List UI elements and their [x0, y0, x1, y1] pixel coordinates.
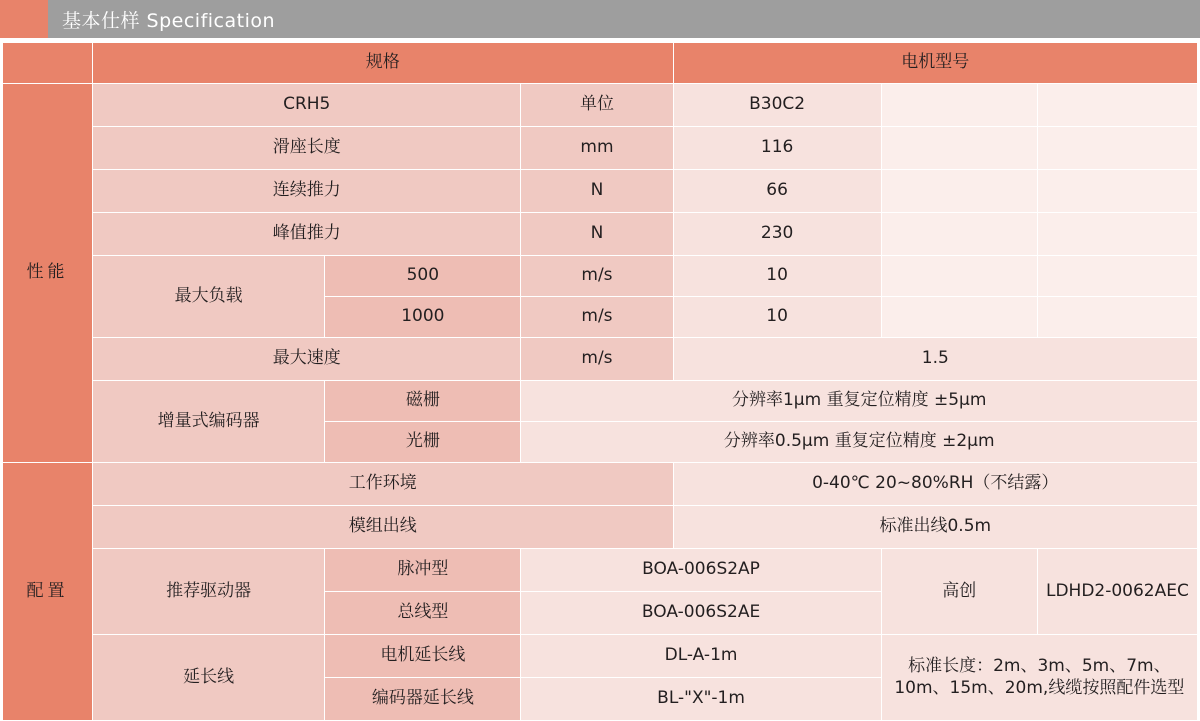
row-unit: N [521, 213, 673, 256]
row-value-1: 标准出线0.5m [673, 506, 1197, 549]
section-label-configuration [3, 463, 93, 721]
row-value-3 [1037, 256, 1197, 297]
row-unit: m/s [521, 338, 673, 381]
row-value-1: DL-A-1m [521, 635, 881, 678]
row-value-2 [881, 170, 1037, 213]
cable-length-note: 标准长度：2m、3m、5m、7m、10m、15m、20m,线缆按照配件选型 [881, 635, 1197, 721]
row-name: 模组出线 [93, 506, 673, 549]
row-name: 峰值推力 [93, 213, 521, 256]
row-value-1: BOA-006S2AE [521, 592, 881, 635]
section-label-performance [3, 84, 93, 463]
header-spec: 规格 [93, 43, 673, 84]
row-sub: 电机延长线 [325, 635, 521, 678]
header-corner-cell [3, 43, 93, 84]
row-value-1: 分辨率0.5μm 重复定位精度 ±2μm [521, 422, 1198, 463]
section-label-configuration-char: 配置 [26, 580, 69, 601]
table-row [3, 338, 1198, 381]
row-value-1: 10 [673, 256, 881, 297]
row-value-2 [881, 84, 1037, 127]
page-header [0, 0, 1200, 38]
table-header-row [3, 43, 1198, 84]
row-unit: m/s [521, 297, 673, 338]
specification-table [2, 42, 1198, 721]
row-sub: 1000 [325, 297, 521, 338]
row-value-1: 116 [673, 127, 881, 170]
page-title: 基本仕样 Specification [62, 9, 276, 32]
row-sub: 磁栅 [325, 381, 521, 422]
row-value-1: 66 [673, 170, 881, 213]
row-value-2 [881, 256, 1037, 297]
row-name: CRH5 [93, 84, 521, 127]
row-value-1: 0-40℃ 20~80%RH（不结露） [673, 463, 1197, 506]
row-value-3 [1037, 170, 1197, 213]
row-value-2 [881, 127, 1037, 170]
header-motor-model: 电机型号 [673, 43, 1197, 84]
row-name: 最大速度 [93, 338, 521, 381]
row-value-2 [881, 213, 1037, 256]
row-value-1: 1.5 [673, 338, 1197, 381]
row-name: 连续推力 [93, 170, 521, 213]
row-value-3 [1037, 213, 1197, 256]
table-row [3, 213, 1198, 256]
row-value-3 [1037, 297, 1197, 338]
table-row [3, 256, 1198, 297]
row-sub: 脉冲型 [325, 549, 521, 592]
row-sub: 编码器延长线 [325, 678, 521, 721]
header-accent-block [0, 0, 48, 38]
row-value-1: 230 [673, 213, 881, 256]
row-value-1: 10 [673, 297, 881, 338]
row-value-1: BOA-006S2AP [521, 549, 881, 592]
table-row [3, 463, 1198, 506]
row-name: 最大负载 [93, 256, 325, 338]
row-value-1: BL-"X"-1m [521, 678, 881, 721]
row-sub: 500 [325, 256, 521, 297]
row-value-1: 分辨率1μm 重复定位精度 ±5μm [521, 381, 1198, 422]
row-name: 滑座长度 [93, 127, 521, 170]
table-row [3, 549, 1198, 592]
row-name: 增量式编码器 [93, 381, 325, 463]
row-value-3 [1037, 84, 1197, 127]
table-row [3, 635, 1198, 678]
row-sub: 总线型 [325, 592, 521, 635]
table-row [3, 506, 1198, 549]
table-row [3, 381, 1198, 422]
row-sub: 光栅 [325, 422, 521, 463]
table-row [3, 170, 1198, 213]
table-row [3, 127, 1198, 170]
row-value-1: B30C2 [673, 84, 881, 127]
row-unit: 单位 [521, 84, 673, 127]
row-value-2: 高创 [881, 549, 1037, 635]
row-value-2 [881, 297, 1037, 338]
row-value-3: LDHD2-0062AEC [1037, 549, 1197, 635]
row-name: 延长线 [93, 635, 325, 721]
table-row [3, 84, 1198, 127]
row-unit: N [521, 170, 673, 213]
row-name: 推荐驱动器 [93, 549, 325, 635]
row-unit: mm [521, 127, 673, 170]
row-unit: m/s [521, 256, 673, 297]
row-name: 工作环境 [93, 463, 673, 506]
row-value-3 [1037, 127, 1197, 170]
section-label-performance-char: 性能 [26, 262, 69, 283]
